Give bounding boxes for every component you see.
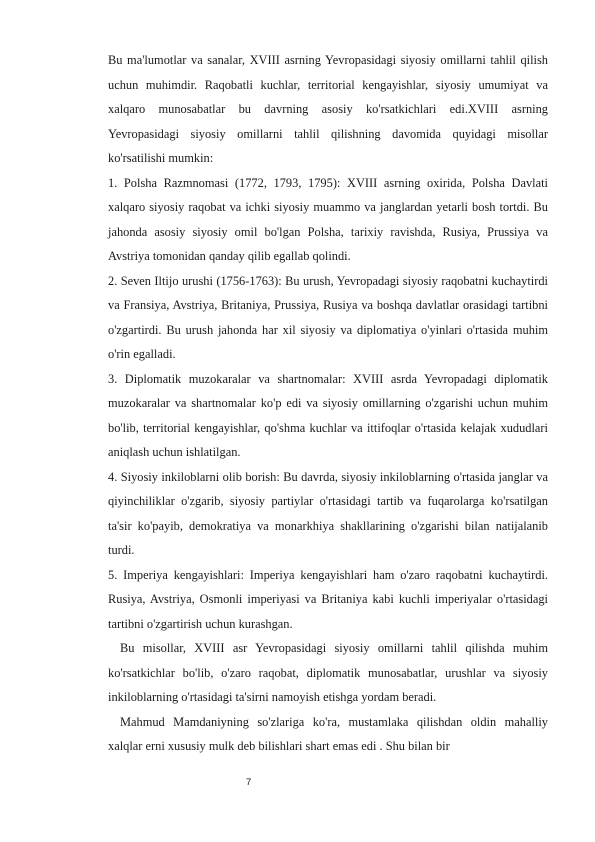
paragraph-intro: Bu ma'lumotlar va sanalar, XVIII asrning Yevropasidagi siyosiy omillarni tahlil qilish uchun muhimdir. Raqobatli kuchlar, territorial kengayishlar, siyosiy umumiyat va xalqaro munosabatlar bu davrning asosiy ko'rsatkichlari edi.XVIII asrning Yevropasidagi siyosiy omillarni tahlil qilishning davomida quyidagi misollar ko'rsatilishi mumkin: [108,53,548,165]
paragraph-item-5: 5. Imperiya kengayishlari: Imperiya kengayishlari ham o'zaro raqobatni kuchaytirdi. Rusiya, Avstriya, Osmonli imperiyasi va Britaniya kabi kuchli imperiyalar o'rtasidagi tartibni o'zgartirish uchun kurashgan. [108,567,548,631]
paragraph-item-3: 3. Diplomatik muzokaralar va shartnomalar: XVIII asrda Yevropadagi diplomatik muzokaralar va shartnomalar ko'p edi va siyosiy omillarning o'zgarishi uchun muhim bo'lib, territorial kengayishlar, qo'shma kuchlar va ittifoqlar o'rtasida kelajak xududlari aniqlash uchun ishlatilgan. [108,371,548,459]
paragraph-item-2: 2. Seven Iltijo urushi (1756-1763): Bu urush, Yevropadagi siyosiy raqobatni kuchaytirdi va Fransiya, Avstriya, Britaniya, Prussiya, Rusiya va boshqa davlatlar orasidagi tartibni o'zgartirdi. Bu urush jahonda har xil siyosiy va diplomatiya o'yinlari o'rtasida muhim o'rin egalladi. [108,273,548,361]
paragraph-mamdani: Mahmud Mamdaniyning so'zlariga ko'ra, mustamlaka qilishdan oldin mahalliy xalqlar erni xususiy mulk deb bilishlari shart emas edi . Shu bilan bir [108,714,548,753]
page-number: 7 [246,777,252,788]
paragraph-item-4: 4. Siyosiy inkiloblarni olib borish: Bu davrda, siyosiy inkiloblarning o'rtasida janglar va qiyinchiliklar o'zgarib, siyosiy partiylar o'rtasidagi tartib va fuqarolarga ko'rsatilgan ta'sir ko'payib, demokratiya va monarkhiya shakllarining o'zgarishi bilan natijalanib turdi. [108,469,548,557]
paragraph-item-1: 1. Polsha Razmnomasi (1772, 1793, 1795): XVIII asrning oxirida, Polsha Davlati xalqaro siyosiy raqobat va ichki siyosiy muammo va janglardan yetarli bosh tortdi. Bu jahonda asosiy siyosiy omil bo'lgan Polsha, tarixiy ravishda, Rusiya, Prussiya va Avstriya tomonidan qanday qilib egallab qolindi. [108,175,548,263]
paragraph-summary: Bu misollar, XVIII asr Yevropasidagi siyosiy omillarni tahlil qilishda muhim ko'rsatkichlar bo'lib, o'zaro raqobat, diplomatik munosabatlar, urushlar va siyosiy inkiloblarning o'rtasidagi ta'sirni namoyish etishga yordam beradi. [108,641,548,704]
document-page [108,48,548,759]
